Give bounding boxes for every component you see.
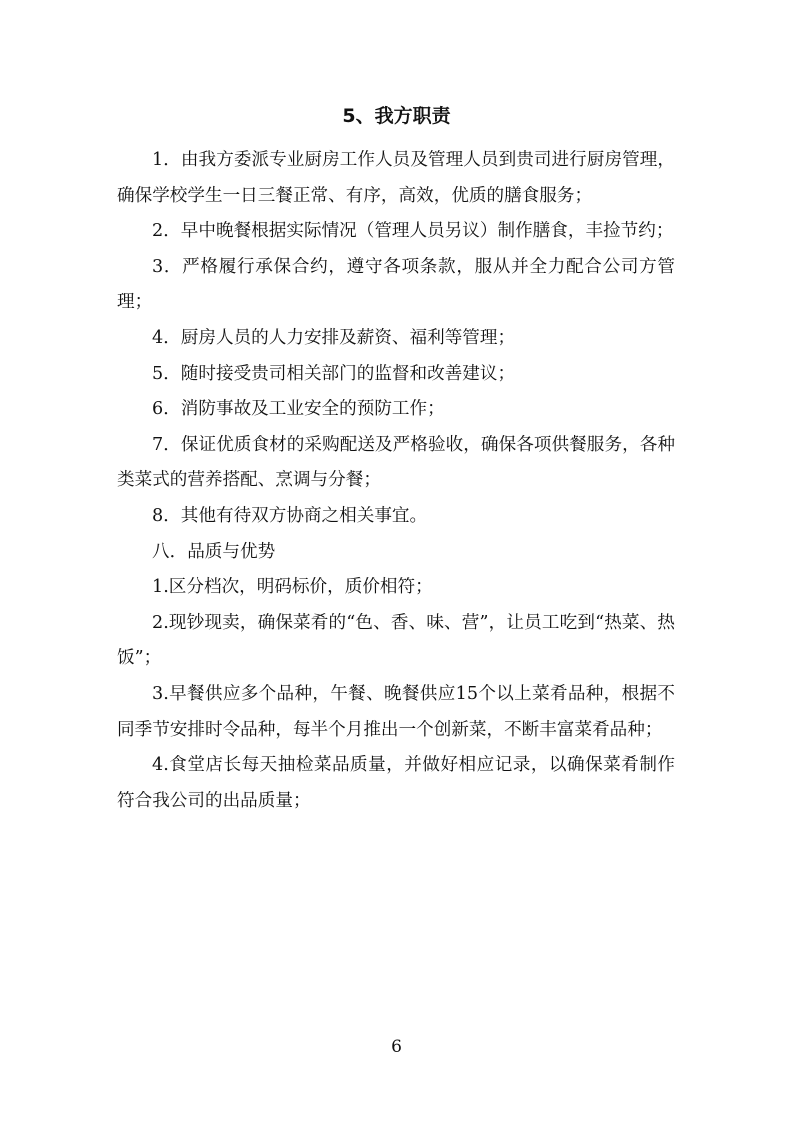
section-title: 5、我方职责 — [342, 105, 451, 127]
paragraph-quality-4: 4.食堂店长每天抽检菜品质量，并做好相应记录，以确保菜肴制作符合我公司的出品质量； — [117, 755, 675, 811]
paragraph-quality-2: 2.现钞现卖，确保菜肴的“色、香、味、营”，让员工吃到“热菜、热饭”； — [117, 612, 675, 669]
paragraph-duty-2: 2．早中晚餐根据实际情况（管理人员另议）制作膳食，丰捡节约； — [152, 221, 674, 242]
section-heading-quality: 八．品质与优势 — [152, 541, 276, 562]
paragraph-duty-1: 1．由我方委派专业厨房工作人员及管理人员到贵司进行厨房管理，确保学校学生一日三餐正常、有序，高效，优质的膳食服务； — [117, 150, 675, 206]
paragraph-duty-3: 3．严格履行承保合约，遵守各项条款，服从并全力配合公司方管理； — [117, 256, 675, 313]
paragraph-duty-7: 7．保证优质食材的采购配送及严格验收，确保各项供餐服务，各种类菜式的营养搭配、烹调与分餐； — [117, 434, 675, 491]
paragraph-quality-1: 1.区分档次，明码标价，质价相符； — [152, 577, 433, 598]
body-text — [117, 143, 675, 819]
paragraph-duty-8: 8．其他有待双方协商之相关事宜。 — [152, 505, 428, 526]
page-number: 6 — [391, 1037, 402, 1057]
paragraph-duty-6: 6．消防事故及工业安全的预防工作； — [152, 399, 445, 420]
paragraph-duty-4: 4．厨房人员的人力安排及薪资、福利等管理； — [152, 327, 516, 348]
paragraph-quality-3: 3.早餐供应多个品种，午餐、晚餐供应15个以上菜肴品种，根据不同季节安排时令品种，每半个月推出一个创新菜，不断丰富菜肴品种； — [117, 683, 675, 740]
paragraph-duty-5: 5．随时接受贵司相关部门的监督和改善建议； — [152, 363, 516, 384]
